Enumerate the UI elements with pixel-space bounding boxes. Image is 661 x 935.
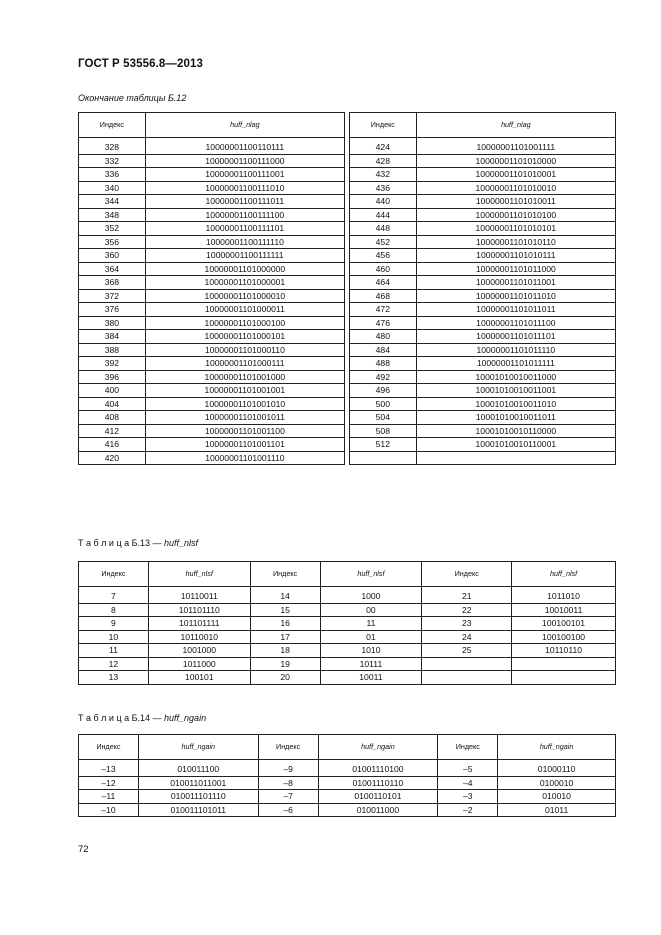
index-cell: –8 — [258, 776, 318, 790]
index-cell: 436 — [349, 181, 416, 195]
table-row — [79, 195, 616, 209]
table-row — [79, 803, 616, 817]
table-b14-header-row — [79, 735, 616, 760]
index-cell: 9 — [79, 617, 149, 631]
index-cell: 424 — [349, 138, 416, 155]
code-cell: 010010 — [498, 790, 616, 804]
code-cell: 1010 — [320, 644, 422, 658]
index-cell: 344 — [79, 195, 146, 209]
col-header-index: Индекс — [438, 735, 498, 760]
code-cell: 10111 — [320, 657, 422, 671]
table-row — [79, 330, 616, 344]
code-cell: 1011000 — [148, 657, 250, 671]
code-cell: 10000001101001011 — [145, 411, 344, 425]
index-cell: 500 — [349, 397, 416, 411]
table-b14 — [78, 734, 616, 817]
index-cell: 352 — [79, 222, 146, 236]
index-cell: 420 — [79, 451, 146, 465]
index-cell: 10 — [79, 630, 149, 644]
table-b14-body — [79, 735, 616, 817]
code-cell: 10000001101011110 — [416, 343, 615, 357]
code-cell: 10000001101000000 — [145, 262, 344, 276]
col-header-index: Индекс — [422, 562, 512, 587]
table-row — [79, 657, 616, 671]
table-row — [79, 181, 616, 195]
col-header-huff-ngain: huff_ngain — [138, 735, 258, 760]
index-cell: 504 — [349, 411, 416, 425]
table-b13-caption — [78, 538, 198, 548]
index-cell: 396 — [79, 370, 146, 384]
code-cell: 10000001101000011 — [145, 303, 344, 317]
code-cell: 0100010 — [498, 776, 616, 790]
code-cell: 10000001101001010 — [145, 397, 344, 411]
index-cell: 372 — [79, 289, 146, 303]
table-row — [79, 397, 616, 411]
code-cell: 10000001100111000 — [145, 154, 344, 168]
table-row — [79, 154, 616, 168]
code-cell: 01011 — [498, 803, 616, 817]
index-cell: 448 — [349, 222, 416, 236]
table-row — [79, 644, 616, 658]
index-cell — [349, 451, 416, 465]
table-row — [79, 222, 616, 236]
code-cell: 10000001100111001 — [145, 168, 344, 182]
index-cell: 388 — [79, 343, 146, 357]
code-cell: 10000001100111011 — [145, 195, 344, 209]
col-header-index: Индекс — [79, 562, 149, 587]
table-row — [79, 357, 616, 371]
code-cell: 10110011 — [148, 587, 250, 604]
index-cell: 440 — [349, 195, 416, 209]
table-row — [79, 370, 616, 384]
table-b13 — [78, 561, 616, 685]
code-cell: 01001110110 — [318, 776, 438, 790]
code-cell: 10001010010011000 — [416, 370, 615, 384]
table-row — [79, 630, 616, 644]
code-cell: 10000001101011101 — [416, 330, 615, 344]
index-cell: –10 — [79, 803, 139, 817]
index-cell: 356 — [79, 235, 146, 249]
index-cell: 496 — [349, 384, 416, 398]
code-cell: 10010011 — [512, 603, 616, 617]
index-cell: 460 — [349, 262, 416, 276]
code-cell: 10000001100111010 — [145, 181, 344, 195]
table-b12-continuation-caption: Окончание таблицы Б.12 — [78, 93, 187, 103]
code-cell: 101101111 — [148, 617, 250, 631]
index-cell: 12 — [79, 657, 149, 671]
code-cell: 10000001101011011 — [416, 303, 615, 317]
table-row — [79, 424, 616, 438]
index-cell: 8 — [79, 603, 149, 617]
code-cell: 10000001100111101 — [145, 222, 344, 236]
code-cell: 10001010010011010 — [416, 397, 615, 411]
code-cell: 10000001101011001 — [416, 276, 615, 290]
code-cell: 10000001101001101 — [145, 438, 344, 452]
index-cell: 508 — [349, 424, 416, 438]
col-header-index: Индекс — [250, 562, 320, 587]
table-row — [79, 451, 616, 465]
col-header-huff-nlsf: huff_nlsf — [148, 562, 250, 587]
code-cell — [416, 451, 615, 465]
col-header-index: Индекс — [349, 113, 416, 138]
table-row — [79, 671, 616, 685]
index-cell: 416 — [79, 438, 146, 452]
col-header-huff-nlsf: huff_nlsf — [512, 562, 616, 587]
index-cell: 7 — [79, 587, 149, 604]
code-cell: 100100100 — [512, 630, 616, 644]
page-number: 72 — [78, 844, 89, 855]
code-cell: 10011 — [320, 671, 422, 685]
code-cell: 01000110 — [498, 760, 616, 777]
table-row — [79, 138, 616, 155]
document-title: ГОСТ Р 53556.8—2013 — [78, 58, 203, 70]
code-cell: 1001000 — [148, 644, 250, 658]
table-b14-caption-prefix: Т а б л и ц а Б.14 — — [78, 713, 165, 723]
index-cell: –2 — [438, 803, 498, 817]
code-cell: 10000001100111110 — [145, 235, 344, 249]
index-cell: 19 — [250, 657, 320, 671]
index-cell: 472 — [349, 303, 416, 317]
index-cell: 484 — [349, 343, 416, 357]
code-cell: 0100110101 — [318, 790, 438, 804]
code-cell: 10000001101000101 — [145, 330, 344, 344]
code-cell: 100100101 — [512, 617, 616, 631]
table-row — [79, 617, 616, 631]
index-cell: 16 — [250, 617, 320, 631]
index-cell: –3 — [438, 790, 498, 804]
index-cell: 488 — [349, 357, 416, 371]
table-b13-body — [79, 562, 616, 685]
index-cell: 21 — [422, 587, 512, 604]
index-cell: 328 — [79, 138, 146, 155]
index-cell: 24 — [422, 630, 512, 644]
index-cell: 332 — [79, 154, 146, 168]
index-cell — [422, 671, 512, 685]
table-row — [79, 603, 616, 617]
code-cell: 10000001100111111 — [145, 249, 344, 263]
code-cell: 10000001101000010 — [145, 289, 344, 303]
index-cell: 404 — [79, 397, 146, 411]
index-cell: –4 — [438, 776, 498, 790]
code-cell: 10000001101000001 — [145, 276, 344, 290]
table-row — [79, 235, 616, 249]
index-cell: –7 — [258, 790, 318, 804]
index-cell: 25 — [422, 644, 512, 658]
code-cell: 101101110 — [148, 603, 250, 617]
index-cell: 364 — [79, 262, 146, 276]
table-b12-header-row — [79, 113, 616, 138]
index-cell: 384 — [79, 330, 146, 344]
code-cell: 10000001101001001 — [145, 384, 344, 398]
code-cell: 10110010 — [148, 630, 250, 644]
code-cell: 10000001101010010 — [416, 181, 615, 195]
table-row — [79, 790, 616, 804]
table-row — [79, 208, 616, 222]
table-b13-header-row — [79, 562, 616, 587]
code-cell: 10000001100111100 — [145, 208, 344, 222]
index-cell: 444 — [349, 208, 416, 222]
col-header-huff-ngain: huff_ngain — [318, 735, 438, 760]
code-cell: 10000001101010000 — [416, 154, 615, 168]
code-cell: 010011100 — [138, 760, 258, 777]
index-cell: 412 — [79, 424, 146, 438]
code-cell: 100101 — [148, 671, 250, 685]
table-row — [79, 438, 616, 452]
index-cell — [422, 657, 512, 671]
col-header-huff-nlag: huff_nlag — [145, 113, 344, 138]
index-cell: –13 — [79, 760, 139, 777]
index-cell: 11 — [79, 644, 149, 658]
index-cell: 428 — [349, 154, 416, 168]
code-cell: 10000001101010111 — [416, 249, 615, 263]
table-row — [79, 289, 616, 303]
table-row — [79, 262, 616, 276]
code-cell: 01001110100 — [318, 760, 438, 777]
code-cell: 10000001101010011 — [416, 195, 615, 209]
code-cell: 10000001100110111 — [145, 138, 344, 155]
col-header-index: Индекс — [79, 735, 139, 760]
index-cell: 13 — [79, 671, 149, 685]
table-b14-caption-name: huff_ngain — [164, 713, 207, 723]
index-cell: 340 — [79, 181, 146, 195]
index-cell: –6 — [258, 803, 318, 817]
col-header-huff-ngain: huff_ngain — [498, 735, 616, 760]
table-row — [79, 343, 616, 357]
table-row — [79, 776, 616, 790]
index-cell: 17 — [250, 630, 320, 644]
index-cell: 14 — [250, 587, 320, 604]
index-cell: 392 — [79, 357, 146, 371]
code-cell: 00 — [320, 603, 422, 617]
code-cell: 10000001101011000 — [416, 262, 615, 276]
code-cell: 10001010010110001 — [416, 438, 615, 452]
code-cell: 010011101110 — [138, 790, 258, 804]
table-b12-body — [79, 113, 616, 465]
index-cell: 512 — [349, 438, 416, 452]
index-cell: 480 — [349, 330, 416, 344]
index-cell: 22 — [422, 603, 512, 617]
code-cell: 010011101011 — [138, 803, 258, 817]
index-cell: 368 — [79, 276, 146, 290]
index-cell: 452 — [349, 235, 416, 249]
index-cell: 432 — [349, 168, 416, 182]
index-cell: –9 — [258, 760, 318, 777]
col-header-index: Индекс — [258, 735, 318, 760]
index-cell: 380 — [79, 316, 146, 330]
code-cell: 10000001101000110 — [145, 343, 344, 357]
code-cell — [512, 657, 616, 671]
table-row — [79, 303, 616, 317]
code-cell: 10000001101010001 — [416, 168, 615, 182]
table-row — [79, 168, 616, 182]
table-b13-caption-name: huff_nlsf — [164, 538, 199, 548]
code-cell — [512, 671, 616, 685]
table-b12 — [78, 112, 616, 465]
col-header-index: Индекс — [79, 113, 146, 138]
table-row — [79, 587, 616, 604]
index-cell: 336 — [79, 168, 146, 182]
table-row — [79, 411, 616, 425]
table-row — [79, 316, 616, 330]
index-cell: –5 — [438, 760, 498, 777]
code-cell: 010011011001 — [138, 776, 258, 790]
code-cell: 11 — [320, 617, 422, 631]
code-cell: 1000 — [320, 587, 422, 604]
code-cell: 010011000 — [318, 803, 438, 817]
index-cell: 376 — [79, 303, 146, 317]
table-row — [79, 249, 616, 263]
code-cell: 10001010010011001 — [416, 384, 615, 398]
index-cell: 400 — [79, 384, 146, 398]
code-cell: 10000001101001110 — [145, 451, 344, 465]
index-cell: 15 — [250, 603, 320, 617]
code-cell: 10000001101001100 — [145, 424, 344, 438]
index-cell: 23 — [422, 617, 512, 631]
index-cell: –12 — [79, 776, 139, 790]
index-cell: 18 — [250, 644, 320, 658]
index-cell: 464 — [349, 276, 416, 290]
code-cell: 10001010010011011 — [416, 411, 615, 425]
table-row — [79, 276, 616, 290]
code-cell: 10000001101011010 — [416, 289, 615, 303]
code-cell: 10000001101010100 — [416, 208, 615, 222]
code-cell: 10001010010110000 — [416, 424, 615, 438]
index-cell: 468 — [349, 289, 416, 303]
col-header-huff-nlsf: huff_nlsf — [320, 562, 422, 587]
code-cell: 10000001101010101 — [416, 222, 615, 236]
index-cell: 476 — [349, 316, 416, 330]
col-header-huff-nlag: huff_nlag — [416, 113, 615, 138]
index-cell: 20 — [250, 671, 320, 685]
index-cell: –11 — [79, 790, 139, 804]
code-cell: 10000001101000111 — [145, 357, 344, 371]
table-b13-caption-prefix: Т а б л и ц а Б.13 — — [78, 538, 165, 548]
code-cell: 10000001101011100 — [416, 316, 615, 330]
table-row — [79, 760, 616, 777]
index-cell: 492 — [349, 370, 416, 384]
code-cell: 10000001101011111 — [416, 357, 615, 371]
index-cell: 348 — [79, 208, 146, 222]
table-row — [79, 384, 616, 398]
code-cell: 01 — [320, 630, 422, 644]
code-cell: 10110110 — [512, 644, 616, 658]
code-cell: 1011010 — [512, 587, 616, 604]
table-b14-caption — [78, 713, 206, 723]
index-cell: 408 — [79, 411, 146, 425]
code-cell: 10000001101000100 — [145, 316, 344, 330]
code-cell: 10000001101010110 — [416, 235, 615, 249]
code-cell: 10000001101001111 — [416, 138, 615, 155]
index-cell: 456 — [349, 249, 416, 263]
code-cell: 10000001101001000 — [145, 370, 344, 384]
index-cell: 360 — [79, 249, 146, 263]
